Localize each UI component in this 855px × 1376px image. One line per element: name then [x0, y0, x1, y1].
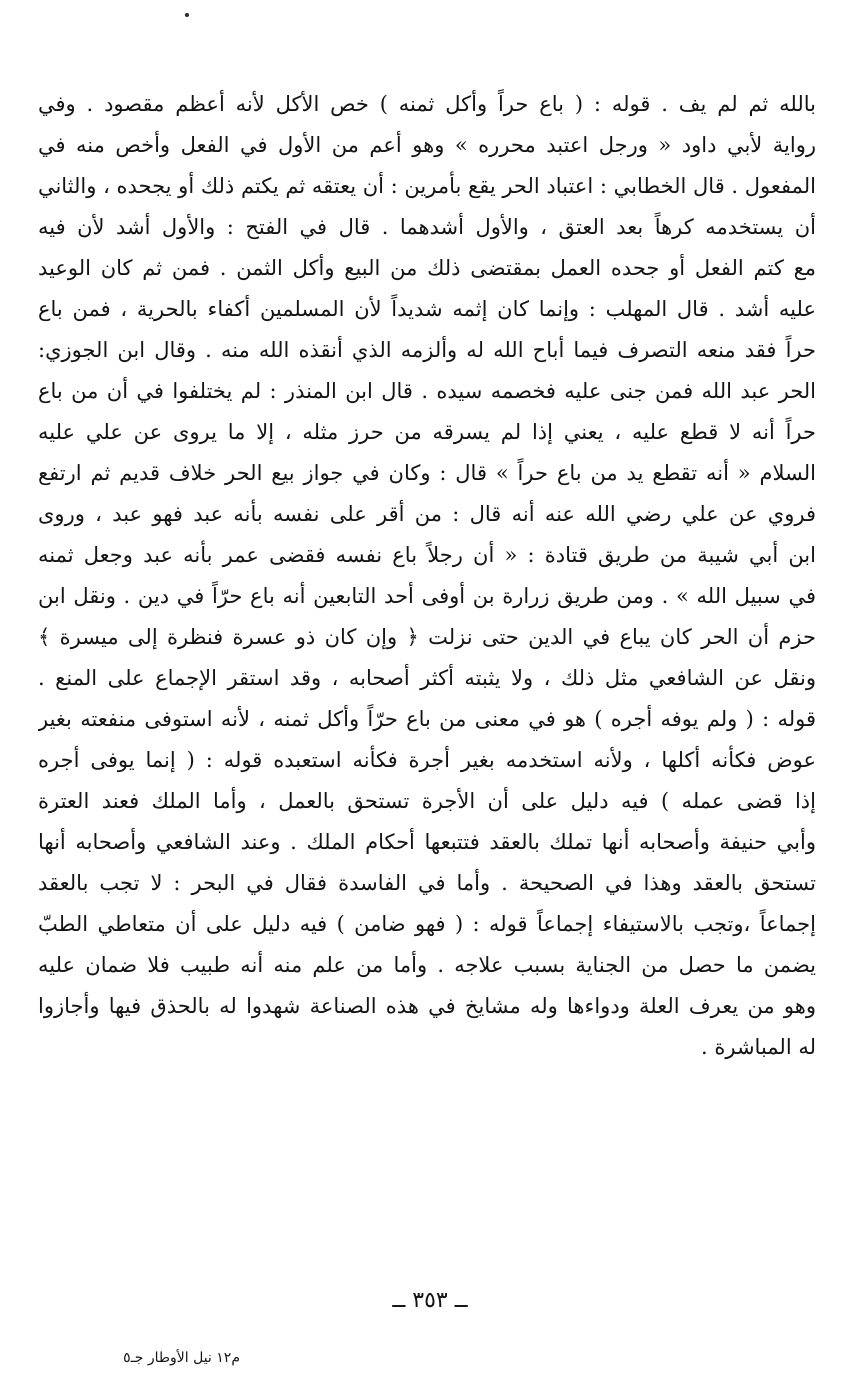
- text-line: إجماعاً ،وتجب بالاستيفاء إجماعاً قوله : ( فهو ضامن ) فيه دليل على أن متعاطي الطبّ: [38, 912, 816, 936]
- text-line: ونقل عن الشافعي مثل ذلك ، ولا يثبته أكثر أصحابه ، وقد استقر الإجماع على المنع .: [38, 666, 816, 690]
- text-line: يضمن ما حصل من الجناية بسبب علاجه . وأما من علم منه أنه طبيب فلا ضمان عليه: [38, 953, 816, 977]
- text-line: فروي عن علي رضي الله عنه أنه قال : من أقر على نفسه بأنه عبد فهو عبد ، وروى: [38, 502, 816, 526]
- text-line: حراً أنه لا قطع عليه ، يعني إذا لم يسرقه من حرز مثله ، إلا ما يروى عن علي عليه: [38, 420, 816, 444]
- text-line: مع كتم الفعل أو جحده العمل بمقتضى ذلك من البيع وأكل الثمن . فمن ثم كان الوعيد: [38, 256, 816, 280]
- ink-dot: [185, 13, 189, 17]
- text-line: عوض فكأنه أكلها ، ولأنه استخدمه بغير أجرة فكأنه استعبده قوله : ( إنما يوفى أجره: [38, 748, 816, 772]
- text-line: تستحق بالعقد وهذا في الصحيحة . وأما في الفاسدة فقال في البحر : لا تجب بالعقد: [38, 871, 816, 895]
- text-line: بالله ثم لم يف . قوله : ( باع حراً وأكل ثمنه ) خص الأكل لأنه أعظم مقصود . وفي: [38, 92, 816, 116]
- text-line: عليه أشد . قال المهلب : وإنما كان إثمه شديداً لأن المسلمين أكفاء بالحرية ، فمن باع: [38, 297, 816, 321]
- text-line: السلام « أنه تقطع يد من باع حراً » قال : وكان في جواز بيع الحر خلاف قديم ثم ارتفع: [38, 461, 816, 485]
- text-line: المفعول . قال الخطابي : اعتباد الحر يقع بأمرين : أن يعتقه ثم يكتم ذلك أو يجحده ، والثاني: [38, 174, 816, 198]
- text-line: في سبيل الله » . ومن طريق زرارة بن أوفى أحد التابعين أنه باع حرّاً في دين . ونقل ابن: [38, 584, 816, 608]
- text-line: رواية لأبي داود « ورجل اعتبد محرره » وهو أعم من الأول في الفعل وأخص منه في: [38, 133, 816, 157]
- text-line-last: له المباشرة .: [701, 1035, 816, 1059]
- signature-mark: م١٢ نيل الأوطار جـ٥: [123, 1350, 240, 1366]
- page-number: ــ ٣٥٣ ــ: [392, 1288, 468, 1313]
- text-line: قوله : ( ولم يوفه أجره ) هو في معنى من باع حرّاً وأكل ثمنه ، لأنه استوفى منفعته بغير: [38, 707, 816, 731]
- text-line: ابن أبي شيبة من طريق قتادة : « أن رجلاً باع نفسه فقضى عمر بأنه عبد وجعل ثمنه: [38, 543, 816, 567]
- text-line: وهو من يعرف العلة ودواءها وله مشايخ في هذه الصناعة شهدوا له بالحذق فيها وأجازوا: [38, 994, 816, 1018]
- text-line: حزم أن الحر كان يباع في الدين حتى نزلت ﴿ وإن كان ذو عسرة فنظرة إلى ميسرة ﴾: [38, 625, 816, 649]
- text-line: الحر عبد الله فمن جنى عليه فخصمه سيده . قال ابن المنذر : لم يختلفوا في أن من باع: [38, 379, 816, 403]
- body-text: [38, 84, 816, 1068]
- text-line: حراً فقد منعه التصرف فيما أباح الله له وألزمه الذي أنقذه الله منه . وقال ابن الجوزي:: [38, 338, 816, 362]
- text-line: إذا قضى عمله ) فيه دليل على أن الأجرة تستحق بالعمل ، وأما الملك فعند العترة: [38, 789, 816, 813]
- text-line: وأبي حنيفة وأصحابه أنها تملك بالعقد فتتبعها أحكام الملك . وعند الشافعي وأصحابه أنها: [38, 830, 816, 854]
- text-line: أن يستخدمه كرهاً بعد العتق ، والأول أشدهما . قال في الفتح : والأول أشد لأن فيه: [38, 215, 816, 239]
